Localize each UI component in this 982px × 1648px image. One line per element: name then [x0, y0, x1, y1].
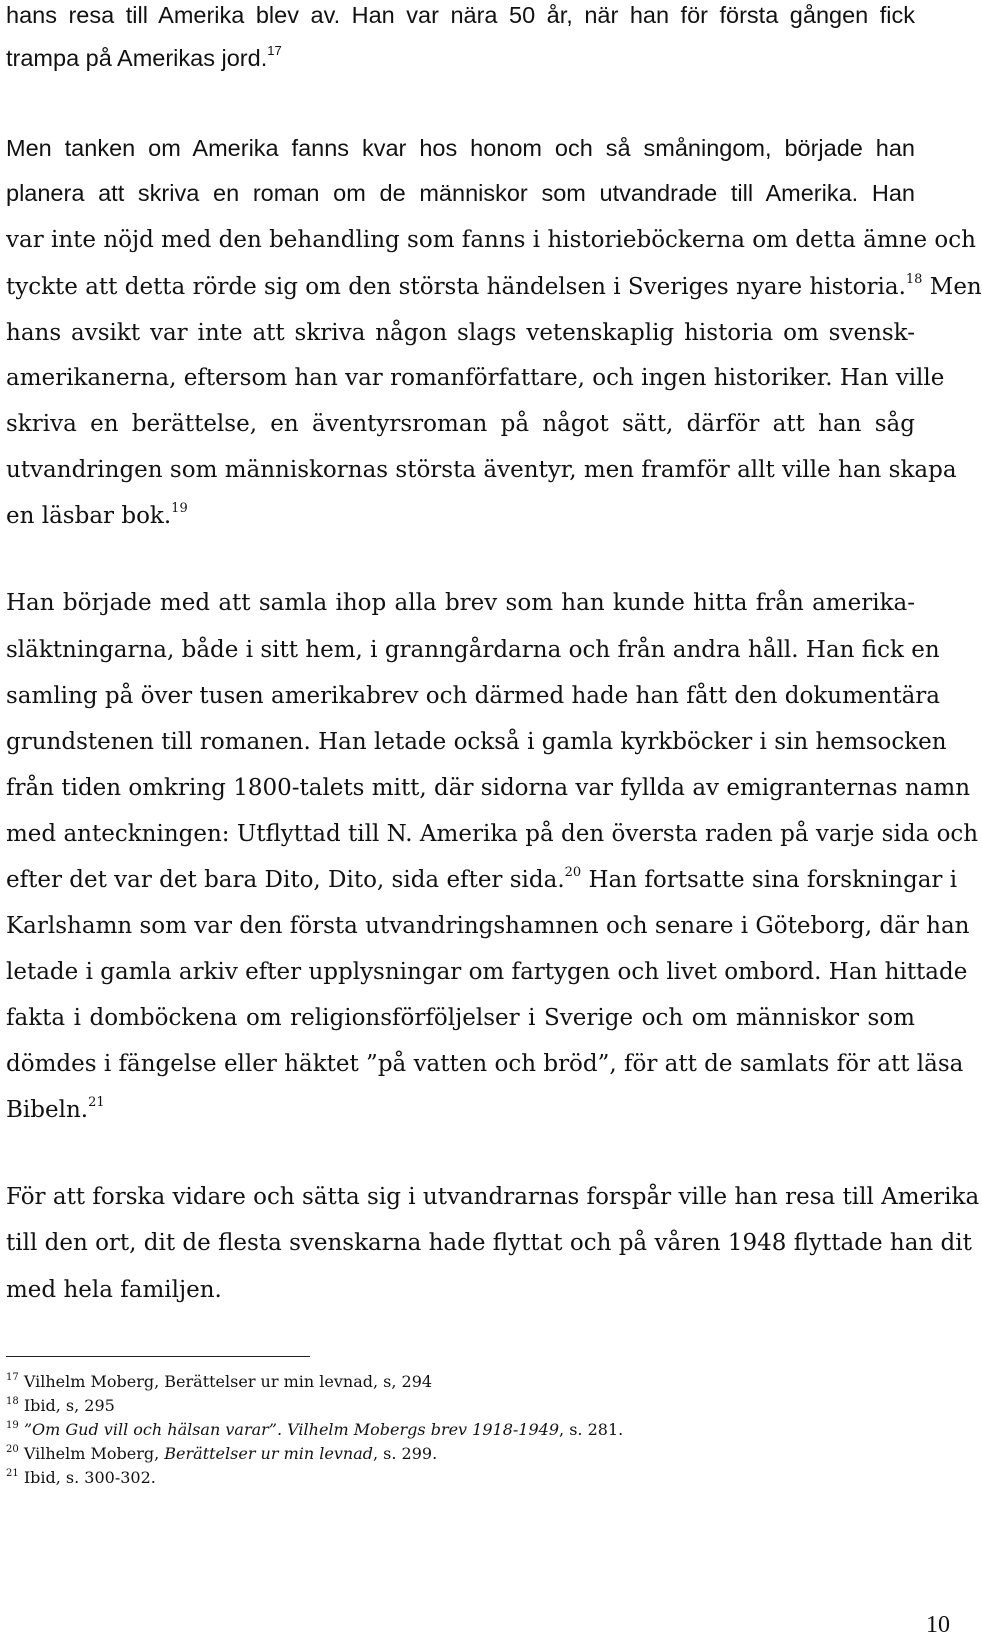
body-line: samling på över tusen amerikabrev och därmed hade han fått den dokumentära [6, 683, 941, 709]
body-line: letade i gamla arkiv efter upplysningar om fartygen och livet ombord. Han hittade [6, 959, 968, 985]
body-line: släktningarna, både i sitt hem, i granngårdarna och från andra håll. Han fick en [6, 637, 940, 663]
body-line: skriva en berättelse, en äventyrsroman på något sätt, därför att han såg [6, 411, 915, 437]
body-line: För att forska vidare och sätta sig i utvandrarnas forspår ville han resa till Amerika [6, 1184, 980, 1210]
footnote-20: $^{20}$ Vilhelm Moberg, Berättelser ur min levnad, s. 299. [6, 1444, 438, 1463]
body-line: hans avsikt var inte att skriva någon slags vetenskaplig historia om svensk- [6, 320, 915, 346]
body-line: trampa på Amerikas jord.$^{17}$ [6, 43, 282, 71]
body-line: dömdes i fängelse eller häktet ”på vatten och bröd”, för att de samlats för att läsa [6, 1051, 964, 1077]
footnote-19: $^{19}$ ”Om Gud vill och hälsan varar”. Vilhelm Mobergs brev 1918-1949, s. 281. [6, 1420, 624, 1439]
body-line: Karlshamn som var den första utvandringshamnen och senare i Göteborg, där han [6, 913, 970, 939]
body-line: från tiden omkring 1800-talets mitt, där sidorna var fyllda av emigranternas namn [6, 775, 971, 801]
body-line: med hela familjen. [6, 1277, 222, 1303]
footnote-18: $^{18}$ Ibid, s, 295 [6, 1396, 115, 1415]
body-line: Han började med att samla ihop alla brev som han kunde hitta från amerika- [6, 590, 915, 616]
footnote-ref: 19 [171, 501, 188, 516]
body-line: var inte nöjd med den behandling som fanns i historieböckerna om detta ämne och [6, 227, 976, 253]
body-line: till den ort, dit de flesta svenskarna hade flyttat och på våren 1948 flyttade han dit [6, 1230, 972, 1256]
footnote-ref: 17 [267, 43, 282, 58]
footnote-separator [6, 1356, 310, 1357]
body-line: hans resa till Amerika blev av. Han var nära 50 år, när han för första gången fick [6, 2, 915, 28]
footnote-ref: 21 [88, 1095, 105, 1110]
footnote-21: $^{21}$ Ibid, s. 300-302. [6, 1468, 156, 1487]
body-line: fakta i domböckena om religionsförföljelser i Sverige och om människor som [6, 1005, 915, 1031]
body-line: grundstenen till romanen. Han letade också i gamla kyrkböcker i sin hemsocken [6, 729, 947, 755]
body-line: en läsbar bok.$^{19}$ [6, 501, 188, 529]
body-line: amerikanerna, eftersom han var romanförfattare, och ingen historiker. Han ville [6, 365, 945, 391]
body-line: med anteckningen: Utflyttad till N. Amerika på den översta raden på varje sida och [6, 821, 979, 847]
body-line: planera att skriva en roman om de människor som utvandrade till Amerika. Han [6, 180, 915, 206]
body-line: efter det var det bara Dito, Dito, sida efter sida.$^{20}$ Han fortsatte sina forskningar i [6, 865, 958, 893]
page-number: 10 [926, 1612, 950, 1638]
body-line: utvandringen som människornas största äventyr, men framför allt ville han skapa [6, 457, 957, 483]
body-line: Bibeln.$^{21}$ [6, 1095, 105, 1123]
footnote-ref: 18 [905, 272, 923, 287]
footnote-17: $^{17}$ Vilhelm Moberg, Berättelser ur min levnad, s, 294 [6, 1372, 433, 1391]
footnote-ref: 20 [564, 865, 582, 880]
body-line: tyckte att detta rörde sig om den största händelsen i Sveriges nyare historia.$^{18}$ Men [6, 272, 982, 300]
body-line: Men tanken om Amerika fanns kvar hos honom och så småningom, började han [6, 135, 915, 161]
